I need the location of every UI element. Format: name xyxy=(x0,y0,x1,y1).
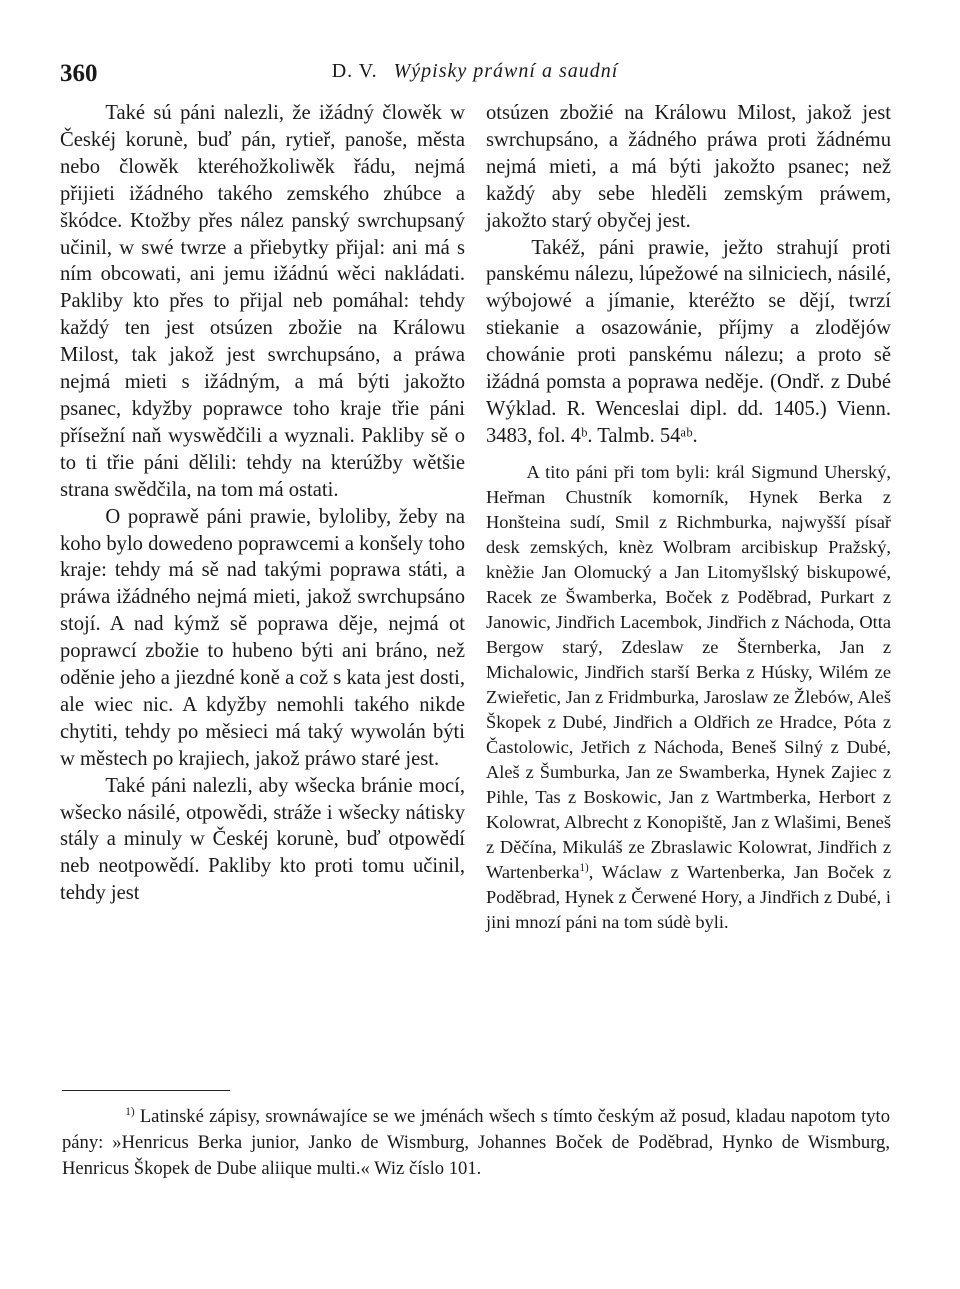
footnote xyxy=(62,1104,890,1182)
page-header xyxy=(60,58,890,92)
page-number: 360 xyxy=(60,60,98,87)
witness-list-text: A tito páni při tom byli: král Sigmund Uherský, Heřman Chustník komorník, Hynek Berka z Honšteina sudí, Smil z Richmburka, najwyšší písař desk zemských, knèz Wolbram arcibiskup Pražský, knèžie Jan Olomucký a Jan Litomyšlský biskupowé, Racek ze Šwamberka, Boček z Poděbrad, Purkart z Janowic, Jindřich Lacembok, Jindřich z Náchoda, Otta Bergow starý, Zdeslaw ze Šternberka, Jan z Michalowic, Jindřich starší Berka z Húsky, Wilém ze Zwieřetic, Jan z Fridmburka, Jaroslaw ze Žlebów, Aleš Škopek z Dubé, Jindřich a Oldřich ze Hradce, Póta z Častolowic, Jetřich z Náchoda, Beneš Silný z Dubé, Aleš z Šumburka, Jan ze Swamberka, Hynek Zajiec z Pihle, Tas z Boskowic, Jan z Wartmberka, Herbort z Kolowrat, Albrecht z Konopiště, Jan z Wlašimi, Beneš z Děčína, Mikuláš ze Zbraslawic Kolowrat, Jindřich z Wartenberka xyxy=(486,461,891,882)
paragraph: Také páni nalezli, aby wšecka bránie mocí, wšecko násilé, otpowědi, stráže i wšecky nátisky stály a minuly w Českéj korunè, buď otpowědí neb neotpowědí. Pakliby kto proti tomu učinil, tehdy jest xyxy=(60,774,465,905)
paragraph: otsúzen zbožié na Králowu Milost, jakož jest swrchupsáno, a žádného práwa proti žádnému nejmá mieti, a má býti jakožto psanec; než každý aby sebe hleděli zemským práwem, jakožto starý obyčej jest. xyxy=(486,102,891,232)
footnote-text: Latinské zápisy, srownáwajíce se we jménách wšech s tímto českým až posud, kladau napotom tyto pány: »Henricus Berka junior, Janko de Wismburg, Johannes Boček de Poděbrad, Hynko de Wismburg, Henricus Škopek de Dube aliique multi.« Wiz číslo 101. xyxy=(62,1106,891,1179)
footnote-marker: 1) xyxy=(125,1105,135,1118)
left-column xyxy=(60,100,465,907)
running-head xyxy=(60,60,890,83)
paragraph: O poprawě páni prawie, byloliby, žeby na koho bylo dowedeno poprawcemi a konšely toho kraje: tehdy má sě nad takými poprawa státi, a práwa ižádného nejmá mieti, jakož swrchupsáno stojí. A nad kýmž sě poprawa děje, nejmá ot poprawcí zbožie to hubeno býti ani bráno, než oděnie jeho a jiezdné koně a což s kata jest dosti, ale wiec nic. A kdyžby nemohli takého nikde chytiti, tehdy po měsieci má taký wywolán býti w městech po krajiech, jakož práwo staré jest. xyxy=(60,505,465,770)
chapter-label: D. V. xyxy=(331,60,378,82)
right-column xyxy=(486,100,891,935)
running-title: Wýpisky práwní a saudní xyxy=(393,60,619,82)
footnote-reference: 1) xyxy=(579,861,589,874)
footnote-divider xyxy=(62,1090,230,1091)
witness-list-end: , Wáclaw z Wartenberka, Jan Boček z Poděbrad, Hynek z Čerwené Hory, a Jindřich z Dubé, i jini mnozí páni na tom súdè byli. xyxy=(486,861,891,932)
paragraph: Takéž, páni prawie, ježto strahují proti panskému nálezu, lúpežowé na silniciech, násilé, wýbojowé a jímanie, kteréžto se dějí, twrzí stiekanie a osazowánie, příjmy a zlodějów chowánie proti panskému nálezu; a proto sě ižádná pomsta a poprawa neděje. (Ondř. z Dubé Wýklad. R. Wenceslai dipl. dd. 1405.) Vienn. 3483, fol. 4ᵇ. Talmb. 54ᵃᵇ. xyxy=(486,236,891,447)
witness-list xyxy=(486,460,891,935)
paragraph: Také sú páni nalezli, že ižádný člowěk w Českéj korunè, buď pán, rytieř, panoše, města nebo člowěk kteréhožkoliwěk řádu, nejmá přijieti ižádného takého zemského zhúbce a škódce. Ktožby přes nález panský swrchupsaný učinil, w swé twrze a přiebytky přijal: ani má s ním obcowati, ani jemu ižádnú wěci nakládati. Pakliby kto přes to přijal neb pomáhal: tehdy každý ten jest otsúzen zbožie na Králowu Milost, tak jakož jest swrchupsáno, a práwa nejmá mieti s ižádným, a má býti jakožto psanec, kdyžby poprawce toho kraje třie páni přísežní naň wyswědčili a wyznali. Pakliby sě o to ti třie páni dělili: tehdy na kterúžby wětšie strana swědčila, na tom má ostati. xyxy=(60,102,465,501)
